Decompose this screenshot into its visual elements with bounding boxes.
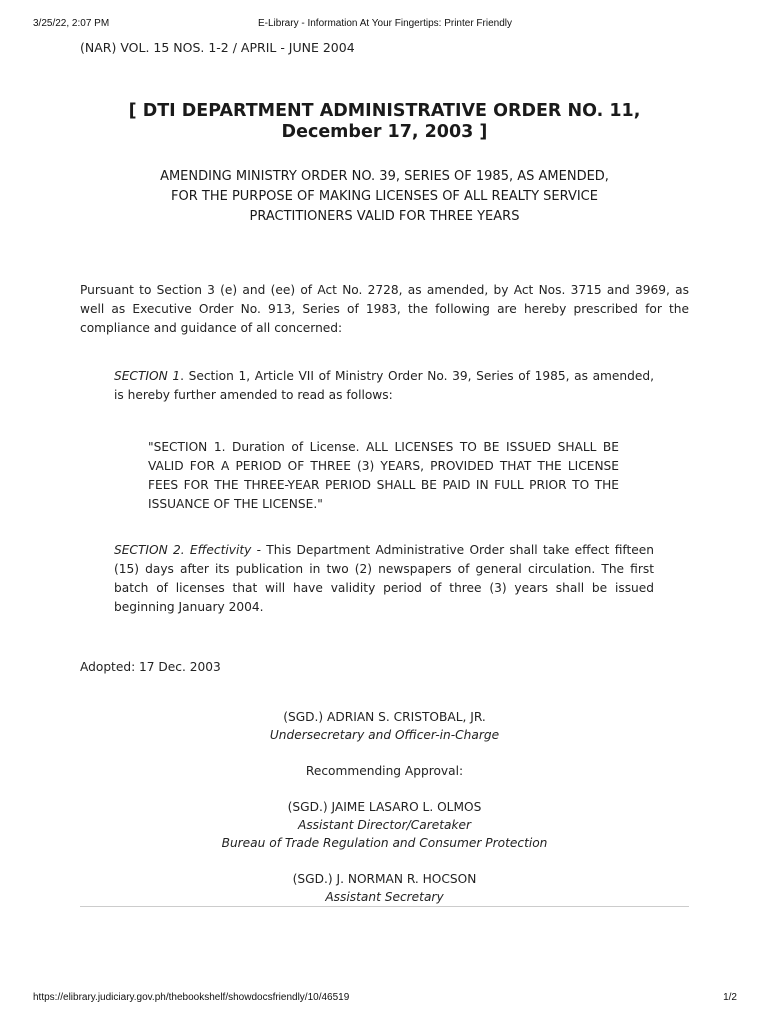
signatory-3-title: Assistant Secretary xyxy=(325,890,444,904)
recommending-approval: Recommending Approval: xyxy=(305,764,464,778)
print-url: https://elibrary.judiciary.gov.ph/thebookshelf/showdocsfriendly/10/46519 xyxy=(33,992,350,1003)
amended-text-quote: "SECTION 1. Duration of License. ALL LICENSES TO BE ISSUED SHALL BE VALID FOR A PERIOD OF THREE (3) YEARS, PROVIDED THAT THE LICENSE FEES FOR THE THREE-YEAR PERIOD SHALL BE PAID IN FULL PRIOR TO THE ISSUANCE OF THE LICENSE." xyxy=(148,440,619,511)
print-datetime: 3/25/22, 2:07 PM xyxy=(33,18,110,29)
document-title xyxy=(80,101,689,143)
signature-block xyxy=(80,708,689,906)
print-footer xyxy=(33,992,737,1006)
section-2-label: SECTION 2. Effectivity xyxy=(114,543,252,557)
section-1-label: SECTION 1 xyxy=(114,369,181,383)
subtitle-line-2: FOR THE PURPOSE OF MAKING LICENSES OF ALL REALTY SERVICE xyxy=(171,189,598,204)
signatory-1-title: Undersecretary and Officer-in-Charge xyxy=(269,728,500,742)
signatory-3-name: (SGD.) J. NORMAN R. HOCSON xyxy=(292,872,477,886)
signatory-2-title: Assistant Director/Caretaker xyxy=(297,818,472,832)
document-body xyxy=(80,40,689,906)
signatory-1-name: (SGD.) ADRIAN S. CRISTOBAL, JR. xyxy=(283,710,486,724)
section-2-paragraph xyxy=(114,541,654,617)
title-line-1: [ DTI DEPARTMENT ADMINISTRATIVE ORDER NO. 11, xyxy=(128,101,641,121)
print-page-number: 1/2 xyxy=(723,992,737,1003)
section-1-paragraph xyxy=(114,367,654,405)
horizontal-divider xyxy=(80,906,689,907)
subtitle-line-3: PRACTITIONERS VALID FOR THREE YEARS xyxy=(249,209,520,224)
signatory-2-office: Bureau of Trade Regulation and Consumer Protection xyxy=(221,836,548,850)
section-1-text: . Section 1, Article VII of Ministry Order No. 39, Series of 1985, as amended, is hereby further amended to read as follows: xyxy=(114,369,654,402)
subtitle-line-1: AMENDING MINISTRY ORDER NO. 39, SERIES OF 1985, AS AMENDED, xyxy=(160,169,609,184)
issue-line: (NAR) VOL. 15 NOS. 1-2 / APRIL - JUNE 2004 xyxy=(80,40,355,55)
print-header xyxy=(33,18,737,32)
signatory-2-name: (SGD.) JAIME LASARO L. OLMOS xyxy=(287,800,482,814)
print-page-title: E-Library - Information At Your Fingertips: Printer Friendly xyxy=(258,18,512,29)
document-subtitle xyxy=(80,167,689,227)
adopted-date: Adopted: 17 Dec. 2003 xyxy=(80,660,221,674)
section-2-text: - This Department Administrative Order shall take effect fifteen (15) days after its publication in two (2) newspapers of general circulation. The first batch of licenses that will have validity period of three (3) years shall be issued beginning January 2004. xyxy=(114,543,654,614)
intro-paragraph: Pursuant to Section 3 (e) and (ee) of Act No. 2728, as amended, by Act Nos. 3715 and 3969, as well as Executive Order No. 913, Series of 1983, the following are hereby prescribed for the compliance and guidance of all concerned: xyxy=(80,283,689,335)
title-line-2: December 17, 2003 ] xyxy=(281,122,488,142)
